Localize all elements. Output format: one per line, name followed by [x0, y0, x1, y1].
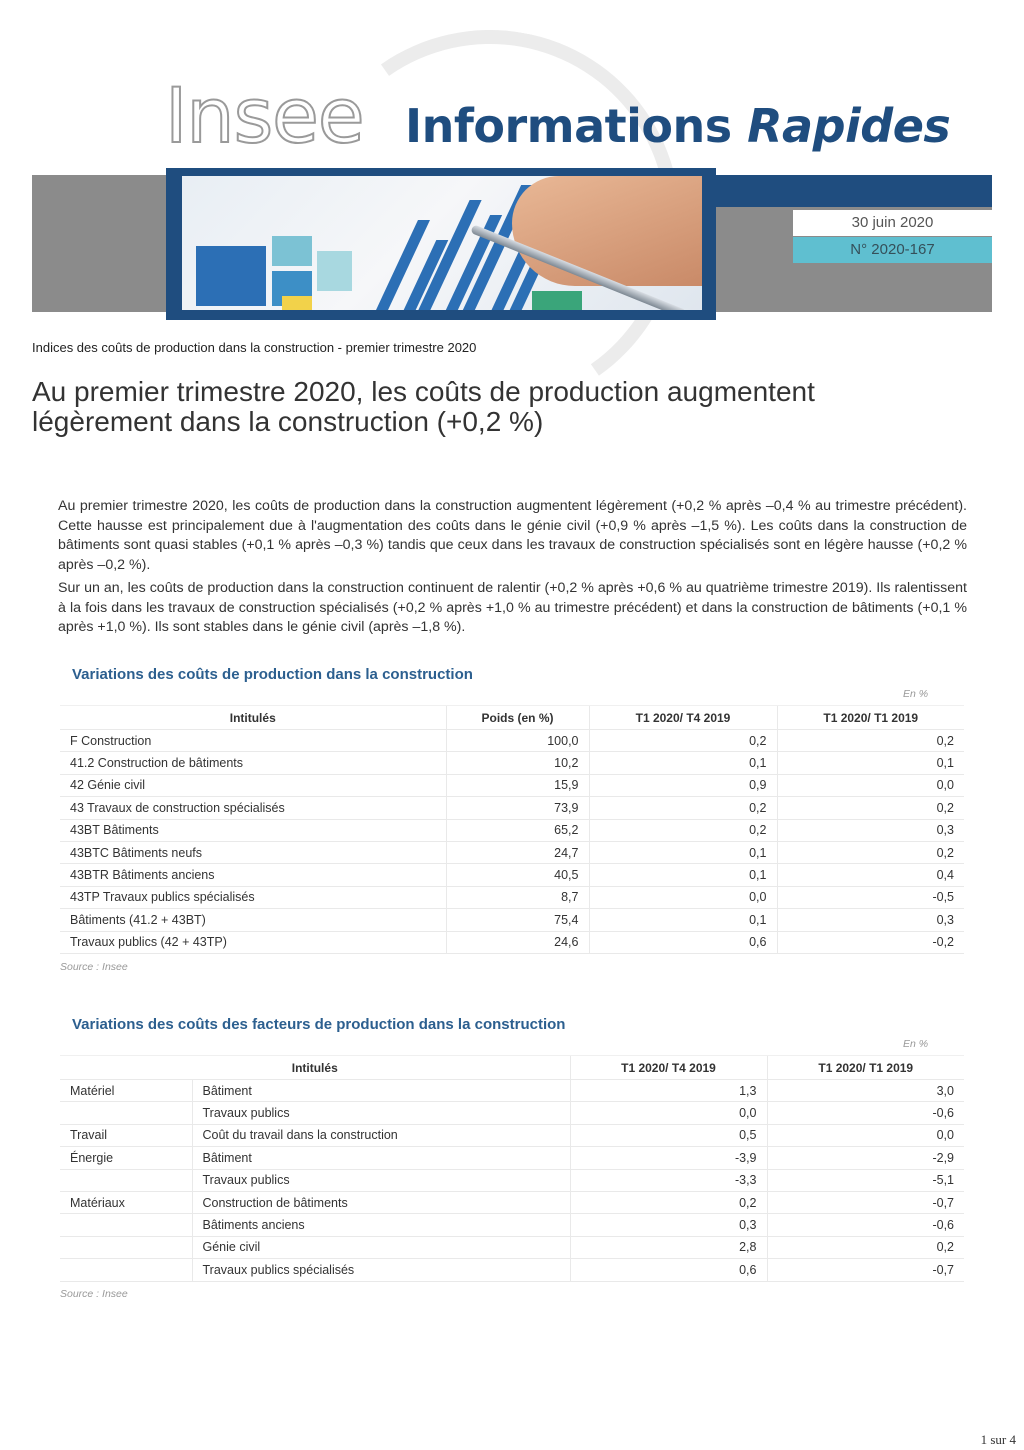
row-label: Coût du travail dans la construction [192, 1124, 570, 1146]
row-label: 42 Génie civil [60, 774, 446, 796]
column-header: T1 2020/ T1 2019 [767, 1056, 964, 1080]
breadcrumb: Indices des coûts de production dans la construction - premier trimestre 2020 [32, 340, 477, 355]
row-group [60, 1102, 192, 1124]
table-row [60, 1259, 964, 1281]
publication-title [405, 99, 951, 153]
table-row [60, 1102, 964, 1124]
table-row [60, 909, 964, 931]
table-row [60, 1124, 964, 1146]
column-header: Intitulés [60, 1056, 570, 1080]
photo-tile [282, 296, 312, 310]
table2-source: Source : Insee [60, 1288, 128, 1300]
row-label: Bâtiment [192, 1080, 570, 1102]
production-costs-table [60, 705, 964, 954]
table-row [60, 1214, 964, 1236]
cell-yoy: 0,2 [777, 797, 964, 819]
row-label: 43BT Bâtiments [60, 819, 446, 841]
cell-yoy: -0,6 [767, 1102, 964, 1124]
cell-yoy: 0,1 [777, 752, 964, 774]
row-group: Travail [60, 1124, 192, 1146]
cell-yoy: 3,0 [767, 1080, 964, 1102]
row-group: Matériaux [60, 1191, 192, 1213]
row-label: Travaux publics (42 + 43TP) [60, 931, 446, 953]
photo-tile [272, 236, 312, 266]
page-number: 1 sur 4 [980, 1432, 1016, 1447]
table-row [60, 1080, 964, 1102]
publication-date: 30 juin 2020 [793, 210, 992, 236]
table-row [60, 1147, 964, 1169]
row-label: Construction de bâtiments [192, 1191, 570, 1213]
table-row [60, 819, 964, 841]
table-row [60, 864, 964, 886]
table-row [60, 1236, 964, 1258]
cell-qoq: 0,6 [589, 931, 777, 953]
row-group [60, 1236, 192, 1258]
cell-yoy: -0,7 [767, 1259, 964, 1281]
table-row [60, 886, 964, 908]
cell-yoy: 0,2 [777, 730, 964, 752]
cell-yoy: 0,0 [777, 774, 964, 796]
publication-number: N° 2020-167 [793, 237, 992, 263]
cell-qoq: 0,3 [570, 1214, 767, 1236]
photo-tile [317, 251, 352, 291]
page-title: Au premier trimestre 2020, les coûts de production augmentent légèrement dans la construction (+0,2 %) [32, 376, 815, 437]
cell-qoq: 1,3 [570, 1080, 767, 1102]
row-group: Énergie [60, 1147, 192, 1169]
photo-tile [196, 246, 266, 306]
column-header: Poids (en %) [446, 706, 589, 730]
chart-photo [182, 176, 702, 310]
table-row [60, 931, 964, 953]
cell-qoq: 0,1 [589, 864, 777, 886]
cell-yoy: 0,2 [767, 1236, 964, 1258]
table1-unit: En % [903, 688, 929, 700]
cell-yoy: 0,3 [777, 909, 964, 931]
cell-qoq: 0,9 [589, 774, 777, 796]
table1-title: Variations des coûts de production dans la construction [72, 666, 473, 683]
cell-weight: 24,7 [446, 841, 589, 863]
column-header: T1 2020/ T1 2019 [777, 706, 964, 730]
row-group [60, 1214, 192, 1236]
cell-qoq: 0,1 [589, 752, 777, 774]
report-header [0, 0, 1024, 330]
table2-unit: En % [903, 1038, 929, 1050]
cell-weight: 15,9 [446, 774, 589, 796]
header-photo-frame [166, 168, 716, 320]
row-label: 43 Travaux de construction spécialisés [60, 797, 446, 819]
cell-qoq: 0,0 [570, 1102, 767, 1124]
row-label: F Construction [60, 730, 446, 752]
table-row [60, 1191, 964, 1213]
cell-yoy: -0,2 [777, 931, 964, 953]
row-label: 43TP Travaux publics spécialisés [60, 886, 446, 908]
row-label: Travaux publics [192, 1169, 570, 1191]
table-row [60, 1169, 964, 1191]
row-label: Bâtiment [192, 1147, 570, 1169]
table1-source: Source : Insee [60, 961, 128, 973]
cell-weight: 65,2 [446, 819, 589, 841]
table-row [60, 841, 964, 863]
cell-yoy: -2,9 [767, 1147, 964, 1169]
cell-qoq: 0,2 [589, 730, 777, 752]
table-row [60, 730, 964, 752]
cell-weight: 10,2 [446, 752, 589, 774]
insee-logo: Insee [165, 71, 364, 160]
cell-qoq: -3,9 [570, 1147, 767, 1169]
row-label: Travaux publics spécialisés [192, 1259, 570, 1281]
row-group [60, 1259, 192, 1281]
row-label: 41.2 Construction de bâtiments [60, 752, 446, 774]
photo-hand [512, 176, 702, 286]
cell-yoy: -5,1 [767, 1169, 964, 1191]
row-label: Bâtiments anciens [192, 1214, 570, 1236]
cell-weight: 75,4 [446, 909, 589, 931]
table-header-row [60, 1056, 964, 1080]
column-header: T1 2020/ T4 2019 [589, 706, 777, 730]
row-group [60, 1169, 192, 1191]
table-row [60, 774, 964, 796]
cell-yoy: -0,5 [777, 886, 964, 908]
cell-qoq: 2,8 [570, 1236, 767, 1258]
table-header-row [60, 706, 964, 730]
cell-qoq: 0,2 [589, 819, 777, 841]
production-factors-table [60, 1055, 964, 1282]
cell-qoq: 0,2 [589, 797, 777, 819]
cell-yoy: -0,6 [767, 1214, 964, 1236]
photo-tile [532, 291, 582, 310]
paragraph: Sur un an, les coûts de production dans la construction continuent de ralentir (+0,2 % après +0,6 % au quatrième trimestre 2019). Ils ralentissent à la fois dans les travaux de construction spécialisés (+0,2 % après +1,0 % au trimestre précédent) et dans la construction de bâtiments (+0,1 % après +1,0 %). Ils sont stables dans le génie civil (après –1,8 %). [58, 580, 967, 635]
cell-qoq: 0,2 [570, 1191, 767, 1213]
cell-qoq: 0,1 [589, 909, 777, 931]
column-header: T1 2020/ T4 2019 [570, 1056, 767, 1080]
cell-weight: 100,0 [446, 730, 589, 752]
cell-qoq: 0,1 [589, 841, 777, 863]
cell-qoq: 0,6 [570, 1259, 767, 1281]
cell-qoq: 0,0 [589, 886, 777, 908]
cell-yoy: -0,7 [767, 1191, 964, 1213]
publication-title-italic: Rapides [747, 99, 951, 153]
cell-qoq: 0,5 [570, 1124, 767, 1146]
row-label: Bâtiments (41.2 + 43BT) [60, 909, 446, 931]
cell-weight: 73,9 [446, 797, 589, 819]
header-blue-strip [700, 175, 992, 207]
publication-title-main: Informations [405, 99, 748, 153]
cell-yoy: 0,0 [767, 1124, 964, 1146]
cell-yoy: 0,4 [777, 864, 964, 886]
row-label: 43BTR Bâtiments anciens [60, 864, 446, 886]
table-row [60, 797, 964, 819]
row-group: Matériel [60, 1080, 192, 1102]
column-header: Intitulés [60, 706, 446, 730]
row-label: Travaux publics [192, 1102, 570, 1124]
paragraph: Au premier trimestre 2020, les coûts de production dans la construction augmentent légèrement (+0,2 % après –0,4 % au trimestre précédent). Cette hausse est principalement due à l'augmentation des coûts dans le génie civil (+0,9 % après –1,5 %). Les coûts dans la construction de bâtiments sont quasi stables (+0,1 % après –0,3 %) tandis que ceux dans les travaux de construction spécialisés sont en légère hausse (+0,2 % après –0,2 %). [58, 498, 967, 573]
cell-weight: 24,6 [446, 931, 589, 953]
cell-weight: 40,5 [446, 864, 589, 886]
row-label: Génie civil [192, 1236, 570, 1258]
cell-qoq: -3,3 [570, 1169, 767, 1191]
cell-yoy: 0,3 [777, 819, 964, 841]
table-row [60, 752, 964, 774]
cell-yoy: 0,2 [777, 841, 964, 863]
table2-title: Variations des coûts des facteurs de production dans la construction [72, 1016, 566, 1033]
cell-weight: 8,7 [446, 886, 589, 908]
row-label: 43BTC Bâtiments neufs [60, 841, 446, 863]
intro-text [58, 497, 967, 642]
